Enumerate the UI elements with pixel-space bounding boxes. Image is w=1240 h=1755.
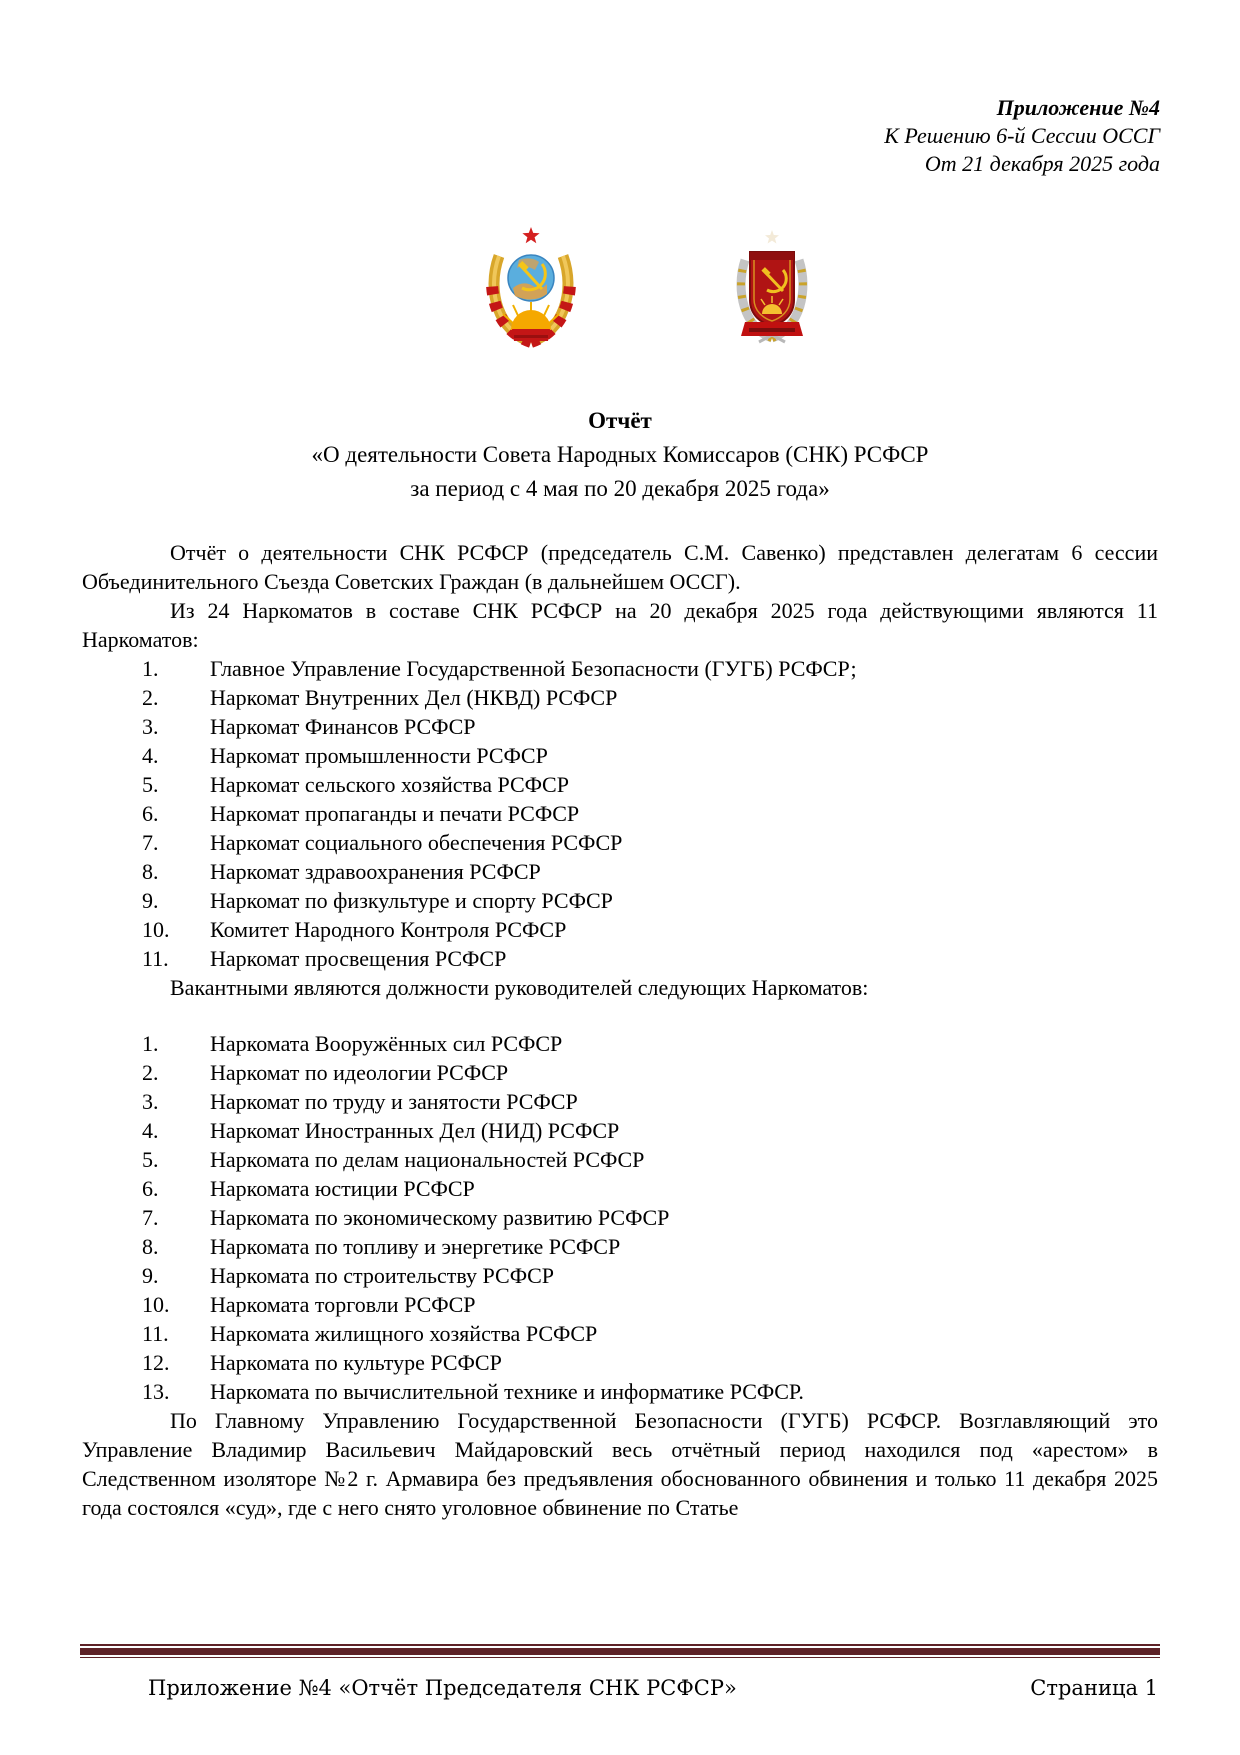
list-item-text: Наркомата по экономическому развитию РСФСР [210,1205,670,1230]
footer-document-label: Приложение №4 «Отчёт Председателя СНК РСФСР» [148,1676,737,1700]
list-item-number: 4. [142,1118,159,1143]
list-item [82,1029,1158,1058]
list-item [82,1116,1158,1145]
list-item-number: 10. [142,1292,170,1317]
list-item-number: 3. [142,714,159,739]
list-item [82,886,1158,915]
list-item [82,1232,1158,1261]
list-item [82,1290,1158,1319]
appendix-header [884,94,1160,178]
list-item [82,654,1158,683]
list-item-number: 1. [142,1031,159,1056]
list-item [82,770,1158,799]
list-item-text: Наркомат по физкультуре и спорту РСФСР [210,888,613,913]
list-item-text: Наркомат промышленности РСФСР [210,743,548,768]
intro-paragraph: Отчёт о деятельности СНК РСФСР (председатель С.М. Савенко) представлен делегатам 6 сессии Объединительного Съезда Советских Граждан (в дальнейшем ОССГ). [82,540,1158,594]
list-item [82,944,1158,973]
list-item [82,683,1158,712]
list-item-text: Наркомата Вооружённых сил РСФСР [210,1031,563,1056]
list-item-number: 13. [142,1379,170,1404]
page-footer [82,1674,1158,1703]
active-narkomats-list [82,654,1158,973]
list-item-number: 4. [142,743,159,768]
ussr-emblem-icon [483,226,579,353]
list-item-number: 9. [142,888,159,913]
list-item-text: Наркомат по идеологии РСФСР [210,1060,509,1085]
list-item [82,1087,1158,1116]
list-item-number: 8. [142,859,159,884]
document-title [82,404,1158,506]
active-narkomats-intro: Из 24 Наркоматов в составе СНК РСФСР на 20 декабря 2025 года действующими являются 11 Наркоматов: [82,598,1158,652]
vacant-narkomats-list [82,1029,1158,1406]
appendix-number: Приложение №4 [996,95,1160,120]
list-item-text: Наркомат по труду и занятости РСФСР [210,1089,578,1114]
list-item-text: Наркомат Внутренних Дел (НКВД) РСФСР [210,685,618,710]
list-item-number: 7. [142,1205,159,1230]
list-item [82,915,1158,944]
list-item [82,857,1158,886]
list-item [82,1261,1158,1290]
list-item-number: 5. [142,1147,159,1172]
list-item-text: Наркомат социального обеспечения РСФСР [210,830,623,855]
list-item-text: Наркомата торговли РСФСР [210,1292,476,1317]
list-item [82,1174,1158,1203]
list-item [82,741,1158,770]
list-item-text: Комитет Народного Контроля РСФСР [210,917,567,942]
footer-page-number: Страница 1 [1030,1676,1158,1700]
list-item-text: Наркомат здравоохранения РСФСР [210,859,541,884]
title-line-3: за период с 4 мая по 20 декабря 2025 года» [410,476,830,501]
list-item-number: 6. [142,1176,159,1201]
list-item [82,828,1158,857]
gugb-paragraph: По Главному Управлению Государственной Безопасности (ГУГБ) РСФСР. Возглавляющий это Управление Владимир Васильевич Майдаровский весь отчётный период находился под «арестом» в Следственном изоляторе №2 г. Армавира без предъявления обоснованного обвинения и только 11 декабря 2025 года состоялся «суд», где с него снято уголовное обвинение по Статье [82,1408,1158,1520]
list-item-text: Наркомата жилищного хозяйства РСФСР [210,1321,598,1346]
title-word: Отчёт [588,408,652,433]
list-item-number: 11. [142,946,169,971]
list-item [82,1145,1158,1174]
list-item-number: 5. [142,772,159,797]
list-item [82,712,1158,741]
list-item-text: Главное Управление Государственной Безопасности (ГУГБ) РСФСР; [210,656,857,681]
rsfsr-emblem-icon [731,228,813,351]
list-item-number: 3. [142,1089,159,1114]
vacant-narkomats-intro: Вакантными являются должности руководителей следующих Наркоматов: [170,975,869,1000]
list-item [82,1377,1158,1406]
list-item-text: Наркомата по топливу и энергетике РСФСР [210,1234,621,1259]
list-item [82,1348,1158,1377]
footer-divider [80,1644,1160,1658]
appendix-date: От 21 декабря 2025 года [924,151,1160,176]
list-item-number: 6. [142,801,159,826]
list-item [82,1058,1158,1087]
list-item-text: Наркомата юстиции РСФСР [210,1176,475,1201]
list-item [82,1203,1158,1232]
list-item-text: Наркомат просвещения РСФСР [210,946,507,971]
list-item-number: 12. [142,1350,170,1375]
list-item-text: Наркомат сельского хозяйства РСФСР [210,772,569,797]
list-item-number: 9. [142,1263,159,1288]
list-item-number: 2. [142,1060,159,1085]
list-item-text: Наркомата по вычислительной технике и информатике РСФСР. [210,1379,804,1404]
list-item-number: 8. [142,1234,159,1259]
list-item-text: Наркомата по культуре РСФСР [210,1350,502,1375]
list-item [82,799,1158,828]
list-item-text: Наркомат Иностранных Дел (НИД) РСФСР [210,1118,620,1143]
appendix-decision: К Решению 6-й Сессии ОССГ [884,123,1160,148]
list-item-number: 11. [142,1321,169,1346]
list-item-text: Наркомата по строительству РСФСР [210,1263,554,1288]
list-item-text: Наркомат Финансов РСФСР [210,714,476,739]
document-body [82,538,1158,1522]
list-item [82,1319,1158,1348]
list-item-number: 1. [142,656,159,681]
list-item-text: Наркомат пропаганды и печати РСФСР [210,801,580,826]
title-line-2: «О деятельности Совета Народных Комиссаров (СНК) РСФСР [311,442,929,467]
list-item-number: 10. [142,917,170,942]
list-item-number: 7. [142,830,159,855]
list-item-text: Наркомата по делам национальностей РСФСР [210,1147,645,1172]
list-item-number: 2. [142,685,159,710]
